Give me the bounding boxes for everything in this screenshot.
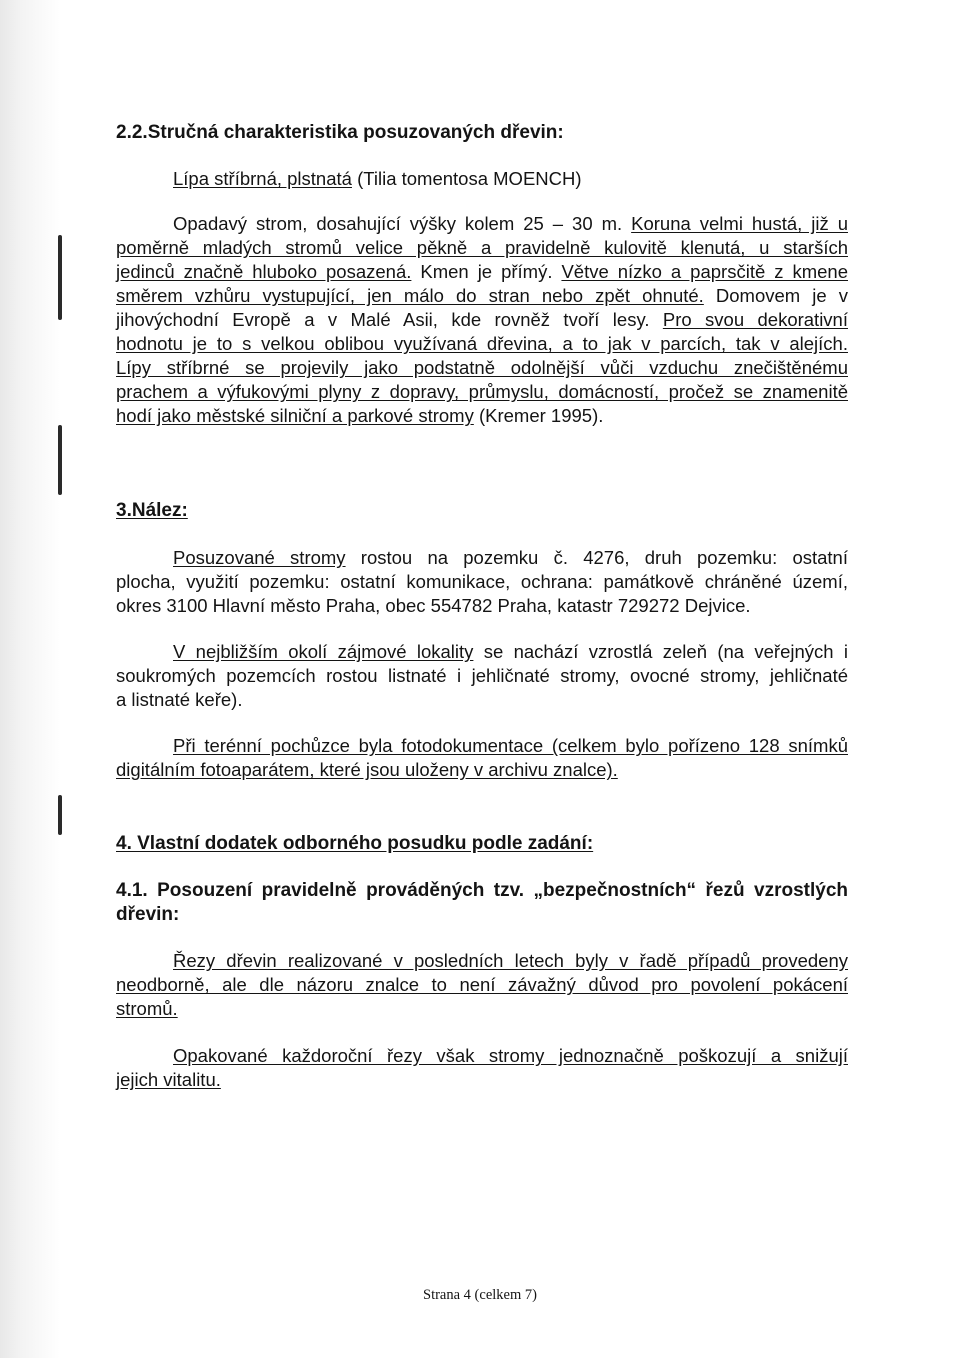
paragraph-line: Posuzované stromy rostou na pozemku č. 4276, druh pozemku: ostatní <box>173 547 848 568</box>
subsection-heading-4-1-cont: dřevin: <box>116 904 180 925</box>
paragraph-line: Opakované každoroční řezy však stromy jednoznačně poškozují a snižují <box>173 1045 848 1066</box>
section-heading-3: 3.Nález: <box>116 500 188 521</box>
paragraph-line: jejich vitalitu. <box>116 1069 221 1090</box>
paragraph-line: Opadavý strom, dosahující výšky kolem 25 – 30 m. Koruna velmi hustá, již u <box>173 213 848 234</box>
paragraph-line: jedinců značně hluboko posazená. Kmen je přímý. Větve nízko a paprsčitě z kmene <box>116 261 848 282</box>
paragraph-line: soukromých pozemcích rostou listnaté i jehličnaté stromy, ovocné stromy, jehličnaté <box>116 665 848 686</box>
paragraph-line: digitálním fotoaparátem, které jsou uloženy v archivu znalce). <box>116 759 618 780</box>
paragraph-line: plocha, využití pozemku: ostatní komunikace, ochrana: památkově chráněné území, <box>116 571 848 592</box>
paragraph-line: okres 3100 Hlavní město Praha, obec 554782 Praha, katastr 729272 Dejvice. <box>116 595 751 616</box>
paragraph-line: hodnotu je to s velkou oblibou využívaná dřevina, a to jak v parcích, tak v alejích. <box>116 333 848 354</box>
paragraph-line: směrem vzhůru vystupující, jen málo do stran nebo zpět ohnuté. Domovem je v <box>116 285 848 306</box>
paragraph-line: V nejbližším okolí zájmové lokality se nachází vzrostlá zeleň (na veřejných i <box>173 641 848 662</box>
page-number: Strana 4 (celkem 7) <box>423 1287 537 1303</box>
paragraph-line: Lípy stříbrné se projevily jako podstatně odolnější vůči vzduchu znečištěnému <box>116 357 848 378</box>
paragraph-line: neodborně, ale dle názoru znalce to není závažný důvod pro povolení pokácení <box>116 974 848 995</box>
paragraph-line: jihovýchodní Evropě a v Malé Asii, kde rovněž tvoří lesy. Pro svou dekorativní <box>116 309 848 330</box>
paragraph-line: Řezy dřevin realizované v posledních letech byly v řadě případů provedeny <box>173 950 848 971</box>
paragraph-line: poměrně mladých stromů velice pěkně a pravidelně kulovitě klenutá, u starších <box>116 237 848 258</box>
paragraph-line: stromů. <box>116 998 178 1019</box>
species-latin: (Tilia tomentosa MOENCH) <box>351 168 582 189</box>
section-heading-2-2: 2.2.Stručná charakteristika posuzovaných dřevin: <box>116 122 564 143</box>
paragraph-line: hodí jako městské silniční a parkové stromy (Kremer 1995). <box>116 405 604 426</box>
species-line <box>173 168 582 190</box>
species-name: Lípa stříbrná, plstnatá <box>173 168 352 189</box>
paragraph-line: a listnaté keře). <box>116 689 243 710</box>
paragraph-line: Při terénní pochůzce byla fotodokumentace (celkem bylo pořízeno 128 snímků <box>173 735 848 756</box>
section-heading-4: 4. Vlastní dodatek odborného posudku podle zadání: <box>116 833 594 854</box>
paragraph-line: prachem a výfukovými plyny z dopravy, průmyslu, domácností, pročež se znamenitě <box>116 381 848 402</box>
subsection-heading-4-1: 4.1. Posouzení pravidelně prováděných tzv. „bezpečnostních“ řezů vzrostlých <box>116 880 848 901</box>
